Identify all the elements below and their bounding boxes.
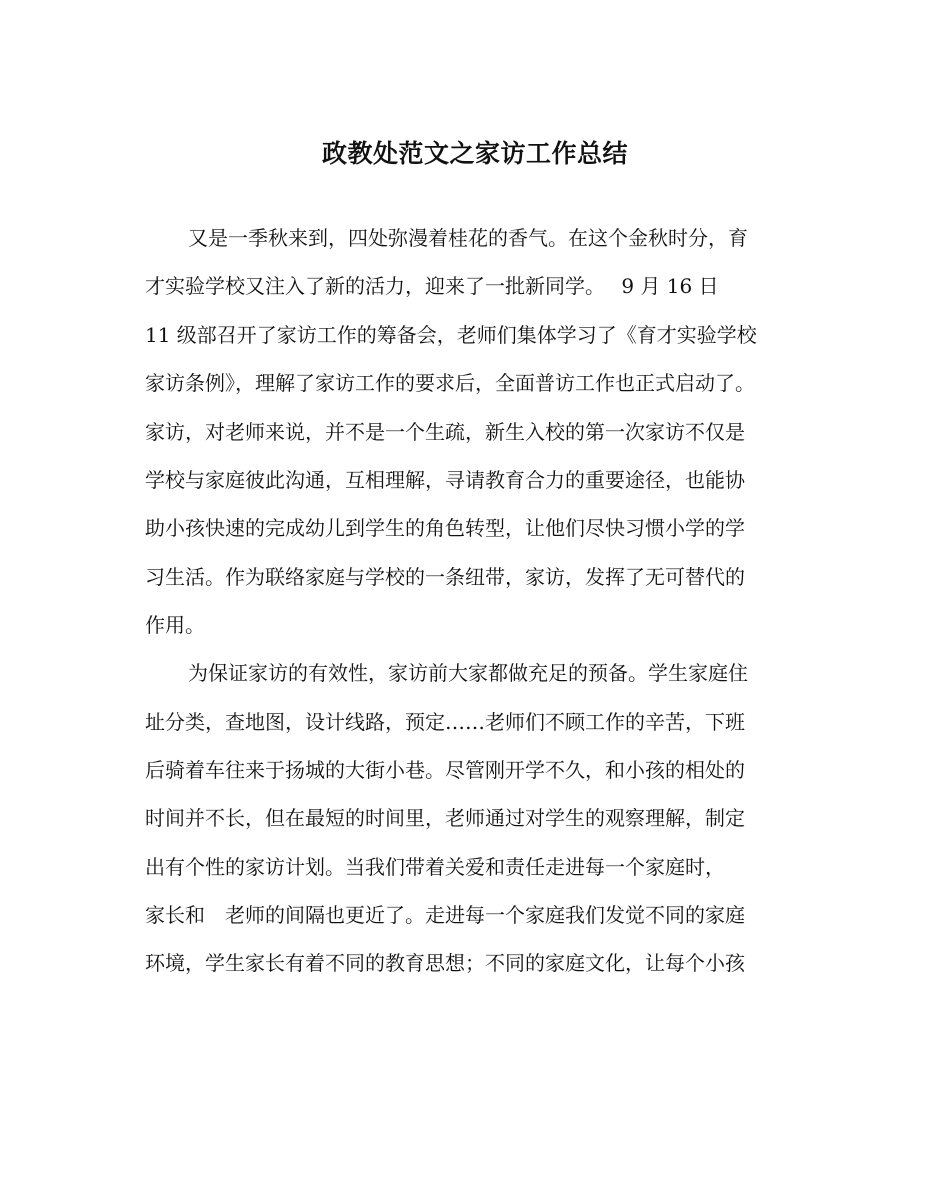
- paragraph-line: 家长和 老师的间隔也更近了。走进每一个家庭我们发觉不同的家庭: [145, 903, 745, 927]
- paragraph-line: 为保证家访的有效性，家访前大家都做充足的预备。学生家庭住: [188, 661, 748, 685]
- paragraph-line: 助小孩快速的完成幼儿到学生的角色转型，让他们尽快习惯小学的学: [145, 516, 745, 540]
- paragraph-line: 习生活。作为联络家庭与学校的一条纽带，家访，发挥了无可替代的: [145, 565, 745, 589]
- paragraph-line: 才实验学校又注入了新的活力，迎来了一批新同学。 9 月 16 日: [145, 274, 719, 298]
- paragraph-line: 作用。: [145, 613, 205, 637]
- paragraph-line: 时间并不长，但在最短的时间里，老师通过对学生的观察理解，制定: [145, 806, 745, 830]
- document-title: 政教处范文之家访工作总结: [321, 139, 628, 168]
- paragraph-line: 学校与家庭彼此沟通，互相理解，寻请教育合力的重要途径，也能协: [145, 468, 745, 492]
- paragraph-line: 出有个性的家访计划。当我们带着关爱和责任走进每一个家庭时，: [145, 855, 725, 879]
- paragraph-line: 11 级部召开了家访工作的筹备会，老师们集体学习了《育才实验学校: [145, 323, 757, 347]
- paragraph-line: 又是一季秋来到，四处弥漫着桂花的香气。在这个金秋时分，育: [188, 226, 748, 250]
- paragraph-line: 家访，对老师来说，并不是一个生疏，新生入校的第一次家访不仅是: [145, 420, 745, 444]
- paragraph-line: 后骑着车往来于扬城的大街小巷。尽管刚开学不久，和小孩的相处的: [145, 758, 745, 782]
- paragraph-line: 址分类，查地图，设计线路，预定……老师们不顾工作的辛苦，下班: [145, 710, 745, 734]
- paragraph-line: 家访条例》，理解了家访工作的要求后，全面普访工作也正式启动了。: [145, 371, 755, 395]
- paragraph-line: 环境，学生家长有着不同的教育思想；不同的家庭文化，让每个小孩: [145, 951, 745, 975]
